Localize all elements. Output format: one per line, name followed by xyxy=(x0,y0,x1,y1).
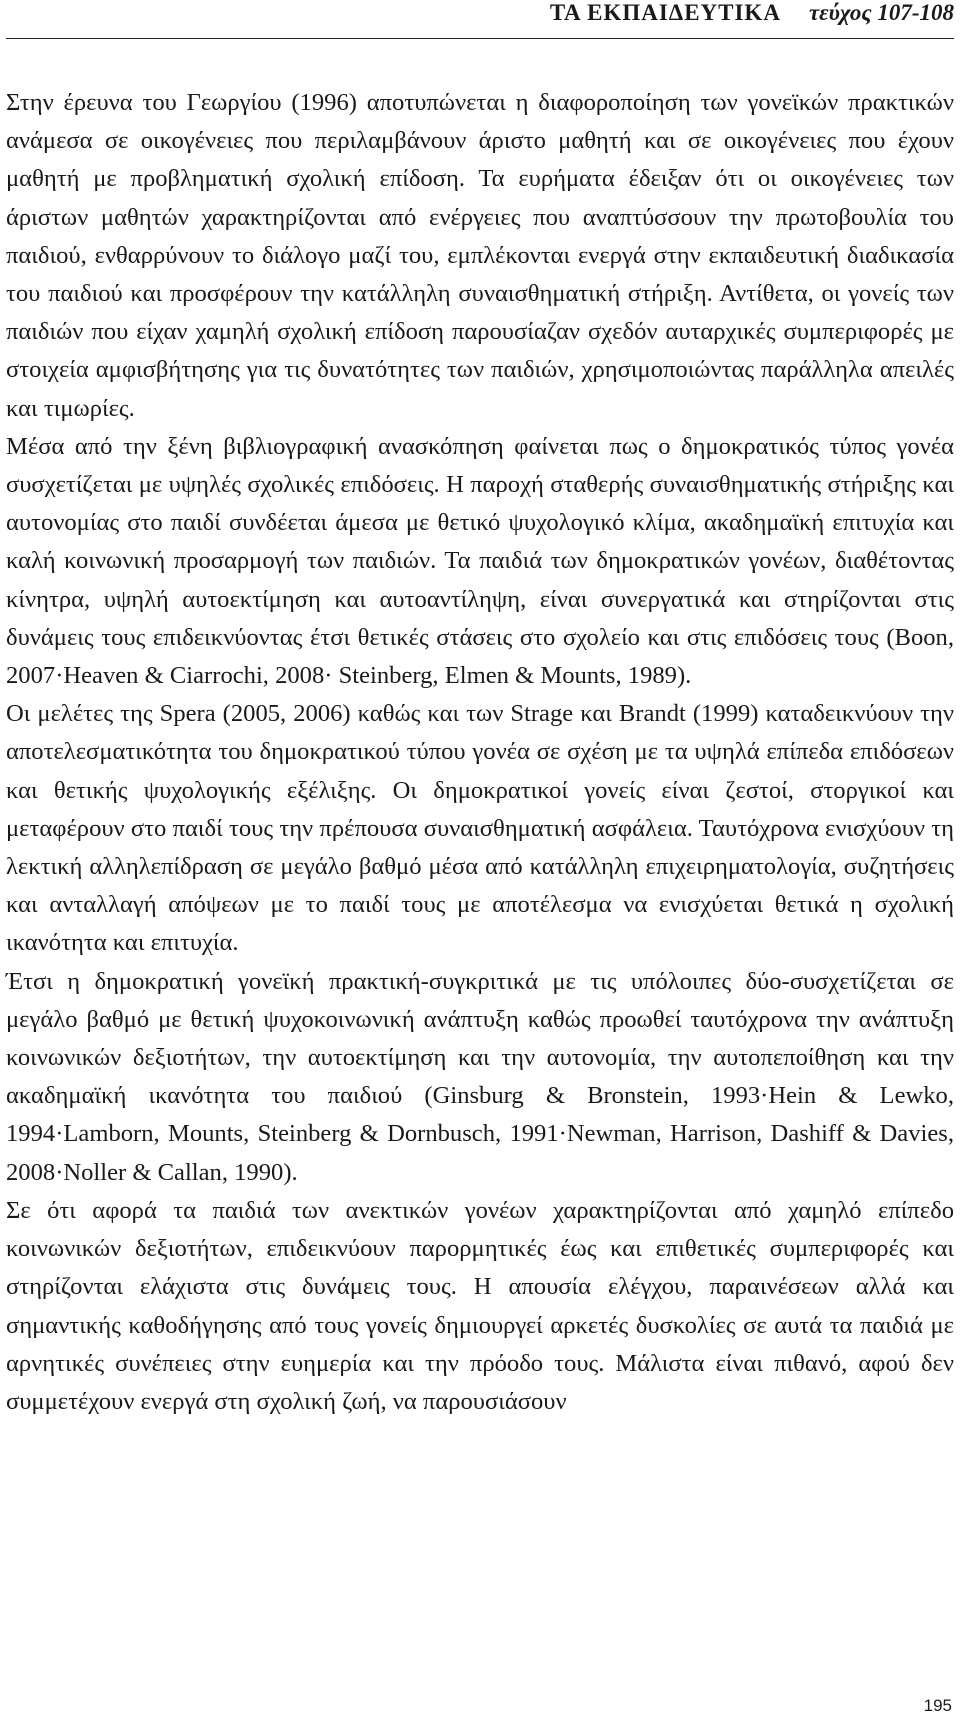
journal-title: ΤΑ ΕΚΠΑΙΔΕΥΤΙΚΑ xyxy=(549,0,781,25)
paragraph-democratic-parenting: Μέσα από την ξένη βιβλιογραφική ανασκόπηση φαίνεται πως ο δημοκρατικός τύπος γονέα συσχετίζεται με υψηλές σχολικές επιδόσεις. Η παροχή σταθερής συναισθηματικής στήριξης και αυτονομίας στο παιδί συνδέεται άμεσα με θετικό ψυχολογικό κλίμα, ακαδημαϊκή επιτυχία και καλή κοινωνική προσαρμογή των παιδιών. Τα παιδιά των δημοκρατικών γονέων, διαθέτοντας κίνητρα, υψηλή αυτοεκτίμηση και αυτοαντίληψη, είναι συνεργατικά και στηρίζονται στις δυνάμεις τους επιδεικνύοντας έτσι θετικές στάσεις στο σχολείο και στις επιδόσεις τους (Boon, 2007·Heaven & Ciarrochi, 2008· Steinberg, Elmen & Mounts, 1989). xyxy=(6,432,954,690)
paragraph-spera-studies: Οι μελέτες της Spera (2005, 2006) καθώς και των Strage και Brandt (1999) καταδεικνύουν την αποτελεσματικότητα του δημοκρατικού τύπου γονέα σε σχέση με τα υψηλά επίπεδα επιδόσεων και θετικής ψυχολογικής εξέλιξης. Οι δημοκρατικοί γονείς είναι ζεστοί, στοργικοί και μεταφέρουν στο παιδί τους την πρέπουσα συναισθηματική ασφάλεια. Ταυτόχρονα ενισχύουν τη λεκτική αλληλεπίδραση σε μεγάλο βαθμό μέσα από κατάλληλη επιχειρηματολογία, συζητήσεις και ανταλλαγή απόψεων με το παιδί τους με αποτέλεσμα να ενισχύεται θετικά η σχολική ικανότητα και επιτυχία. xyxy=(6,700,954,957)
paragraph-georgiou-study: Στην έρευνα του Γεωργίου (1996) αποτυπώνεται η διαφοροποίηση των γονεϊκών πρακτικών ανάμεσα σε οικογένειες που περιλαμβάνουν άριστο μαθητή και σε οικογένειες που έχουν μαθητή με προβληματική σχολική επίδοση. Τα ευρήματα έδειξαν ότι οι οικογένειες των άριστων μαθητών χαρακτηρίζονται από ενέργειες που αναπτύσσουν την πρωτοβουλία του παιδιού, ενθαρρύνουν το διάλογο μαζί του, εμπλέκονται ενεργά στην εκπαιδευτική διαδικασία του παιδιού και προσφέρουν την κατάλληλη συναισθηματική στήριξη. Αντίθετα, οι γονείς των παιδιών που είχαν χαμηλή σχολική επίδοση παρουσίαζαν σχεδόν αυταρχικές συμπεριφορές με στοιχεία αμφισβήτησης για τις δυνατότητες των παιδιών, χρησιμοποιώντας παράλληλα απειλές και τιμωρίες. xyxy=(6,89,954,422)
paragraph-permissive-parents: Σε ότι αφορά τα παιδιά των ανεκτικών γονέων χαρακτηρίζονται από χαμηλό επίπεδο κοινωνικών δεξιοτήτων, επιδεικνύουν παρορμητικές έως και επιθετικές συμπεριφορές και στηρίζονται ελάχιστα στις δυνάμεις τους. Η απουσία ελέγχου, παραινέσεων αλλά και σημαντικής καθοδήγησης από τους γονείς δημιουργεί αρκετές δυσκολίες σε αυτά τα παιδιά με αρνητικές συνέπειες στην ευημερία και την πρόοδο τους. Μάλιστα είναι πιθανό, αφού δεν συμμετέχουν ενεργά στη σχολική ζωή, να παρουσιάσουν xyxy=(6,1196,954,1415)
paragraph-psychosocial-development: Έτσι η δημοκρατική γονεϊκή πρακτική-συγκριτικά με τις υπόλοιπες δύο-συσχετίζεται σε μεγάλο βαθμό με θετική ψυχοκοινωνική ανάπτυξη καθώς προωθεί ταυτόχρονα την ανάπτυξη κοινωνικών δεξιοτήτων, την αυτοεκτίμηση και την αυτονομία, την αυτοπεποίθηση και την ακαδημαϊκή ικανότητα του παιδιού (Ginsburg & Bronstein, 1993·Hein & Lewko, 1994·Lamborn, Mounts, Steinberg & Dornbusch, 1991·Newman, Harrison, Dashiff & Davies, 2008·Noller & Callan, 1990). xyxy=(6,967,954,1186)
page-number: 195 xyxy=(923,1696,952,1715)
issue-number: τεύχος 107-108 xyxy=(808,0,954,25)
running-header xyxy=(6,0,954,39)
article-body xyxy=(6,84,954,1421)
